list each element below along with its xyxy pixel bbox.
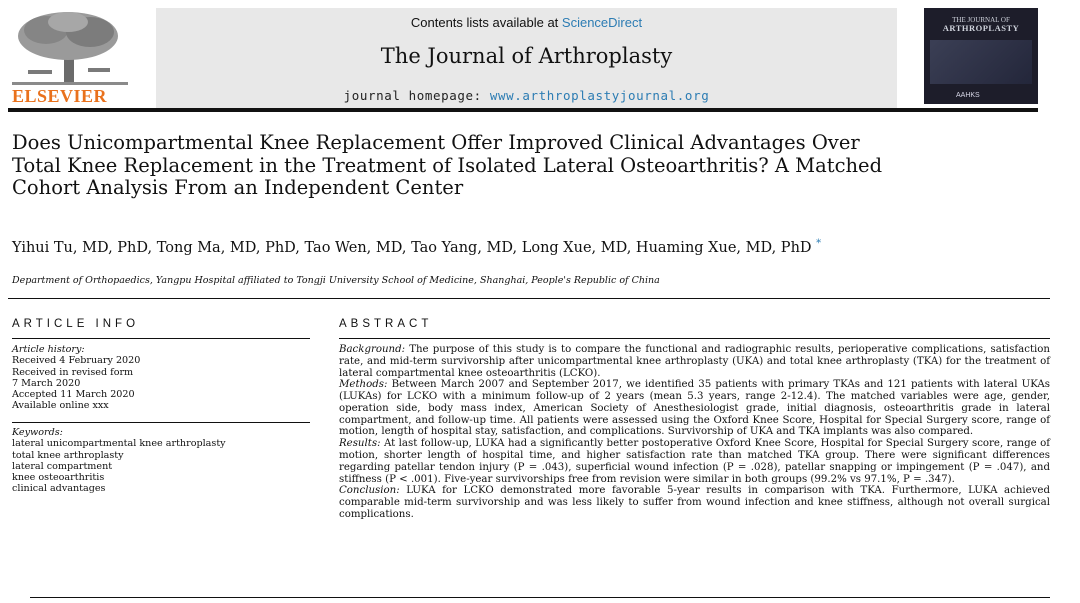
background-label: Background: — [339, 344, 406, 355]
corresponding-author-mark[interactable]: * — [816, 238, 822, 249]
conclusion-label: Conclusion: — [339, 485, 400, 497]
article-info-heading: ARTICLE INFO — [12, 318, 140, 330]
journal-banner — [156, 8, 897, 108]
keywords-label: Keywords: — [12, 427, 63, 438]
keywords-rule — [12, 422, 310, 423]
bottom-rule — [30, 597, 1050, 598]
abstract-heading: ABSTRACT — [339, 318, 433, 330]
abstract-rule — [339, 338, 1050, 339]
background-text: The purpose of this study is to compare the functional and radiographic results, perioperative complications, satisfaction rate, and mid-term survivorship after unicompartmental knee arthroplasty (UKA) and total knee arthroplasty (TKA) for the treatment of lateral compartmental knee osteoarthritis (LCKO). — [339, 344, 1050, 379]
header-rule — [8, 108, 1038, 112]
keyword-item: total knee arthroplasty — [12, 449, 124, 461]
keyword-item: clinical advantages — [12, 483, 106, 495]
contents-prefix: Contents lists available at — [410, 15, 562, 30]
article-history — [12, 344, 140, 412]
journal-title: The Journal of Arthroplasty — [380, 44, 673, 68]
abstract-methods — [339, 379, 1050, 438]
history-label: Article history: — [12, 344, 85, 355]
abstract-background — [339, 344, 1050, 379]
methods-label: Methods: — [339, 379, 388, 391]
keywords-block — [12, 427, 226, 495]
history-line: Available online xxx — [12, 400, 109, 412]
conclusion-text: LUKA for LCKO demonstrated more favorable 5-year results in comparison with TKA. Furthermore, LUKA achieved comparable mid-term survivorship and was less likely to suffer from wound infection and knee stiffness, although not overall surgical complications. — [339, 485, 1050, 520]
history-line: Accepted 11 March 2020 — [12, 389, 135, 401]
article-info-rule — [12, 338, 310, 339]
cover-title-line2: ARTHROPLASTY — [942, 23, 1020, 33]
abstract-conclusion — [339, 485, 1050, 520]
authors-text: Yihui Tu, MD, PhD, Tong Ma, MD, PhD, Tao Wen, MD, Tao Yang, MD, Long Xue, MD, Huaming Xue, MD, PhD — [12, 239, 812, 256]
abstract-body — [339, 344, 1050, 521]
cover-title — [924, 16, 1038, 32]
results-text: At last follow-up, LUKA had a significantly better postoperative Oxford Knee Score, Hospital for Special Surgery score, range of motion, shorter length of hospital time, and higher satisfaction rate than matched TKA group. There were significant differences regarding patellar tendon injury (P = .043), superficial wound infection (P = .028), patellar snapping or impingement (P = .047), and stiffness (P < .001). Five-year survivorships free from revision were similar in both groups (99.2% vs 97.1%, P = .347). — [339, 438, 1050, 485]
sciencedirect-link[interactable]: ScienceDirect — [561, 15, 643, 30]
abstract-results — [339, 438, 1050, 485]
keyword-item: knee osteoarthritis — [12, 472, 105, 484]
homepage-line — [156, 88, 897, 103]
journal-cover-image — [924, 8, 1038, 104]
cover-org-logo: AAHKS — [956, 92, 980, 99]
cover-artwork — [930, 40, 1032, 84]
article-title: Does Unicompartmental Knee Replacement Offer Improved Clinical Advantages Over Total Knee Replacement in the Treatment of Isolated Lateral Osteoarthritis? A Matched Cohort Analysis From an Independent Center — [12, 131, 883, 199]
methods-text: Between March 2007 and September 2017, we identified 35 patients with primary TKAs and 121 patients with lateral UKAs (LUKAs) for LCKO with a minimum follow-up of 2 years (mean 5.3 years, range 2-12.4). The matched variables were age, gender, operation side, body mass index, American Society of Anesthesiologist grade, initial diagnosis, osteoarthritis grade in lateral compartment, and follow-up time. All patients were assessed using the Oxford Knee Score, Hospital for Special Surgery score, range of motion, length of hospital stay, satisfaction, and complications. Survivorship of UKA and TKA implants was also compared. — [339, 379, 1050, 438]
history-line: Received in revised form — [12, 366, 134, 378]
author-list — [12, 234, 912, 258]
history-line: 7 March 2020 — [12, 377, 81, 389]
results-label: Results: — [339, 438, 381, 450]
homepage-link[interactable]: www.arthroplastyjournal.org — [489, 88, 710, 103]
publisher-name: ELSEVIER — [12, 86, 108, 106]
keyword-item: lateral compartment — [12, 460, 113, 472]
cover-title-line1: THE JOURNAL OF — [952, 16, 1010, 24]
contents-line — [156, 15, 897, 30]
section-rule — [8, 298, 1050, 299]
keyword-item: lateral unicompartmental knee arthroplasty — [12, 438, 226, 450]
history-line: Received 4 February 2020 — [12, 355, 141, 367]
affiliation: Department of Orthopaedics, Yangpu Hospital affiliated to Tongji University School of Medicine, Shanghai, People's Republic of China — [12, 275, 660, 286]
homepage-prefix: journal homepage: — [343, 88, 490, 103]
